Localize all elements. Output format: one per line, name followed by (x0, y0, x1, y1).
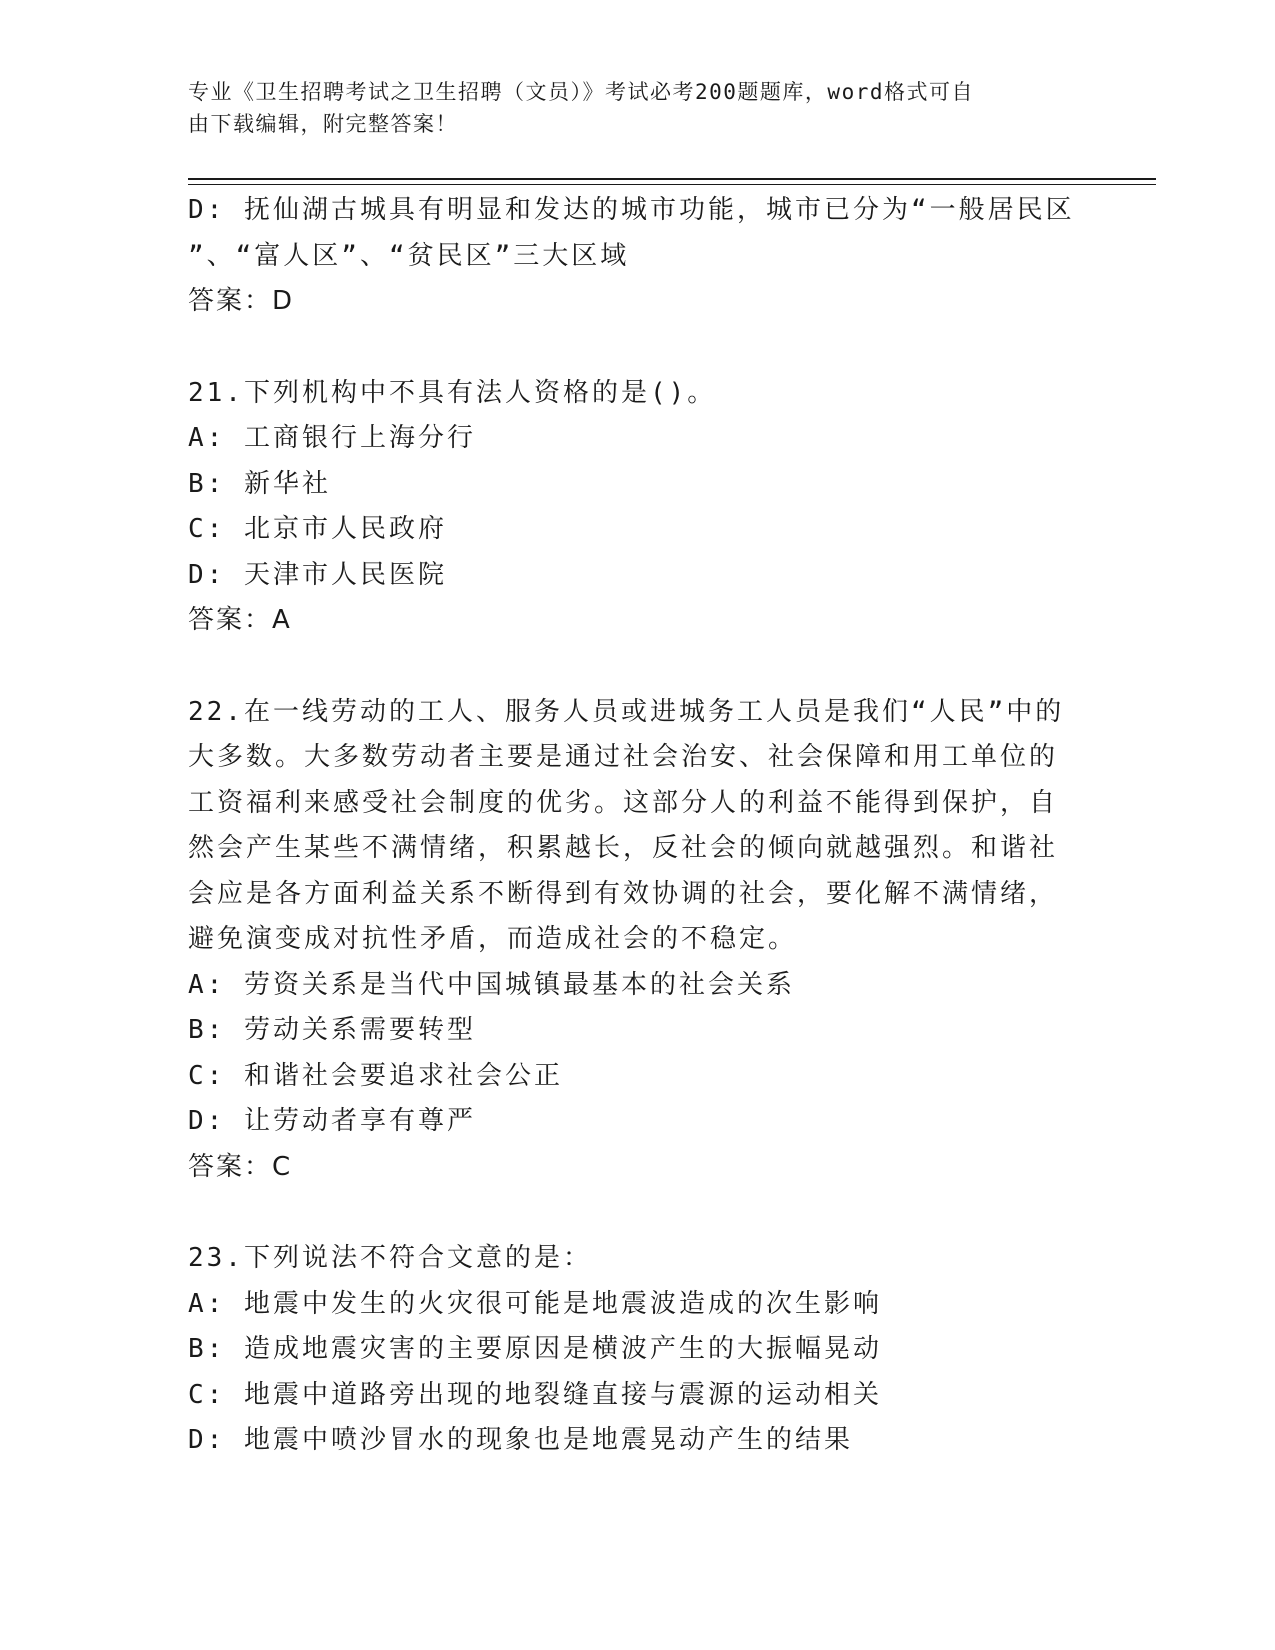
answer: 答案：D (188, 286, 295, 316)
option-d: D: 地震中喷沙冒水的现象也是地震晃动产生的结果 (188, 1425, 853, 1455)
option-d-continued: ”、“富人区”、“贫民区”三大区域 (188, 240, 630, 271)
question-23 (188, 1236, 1088, 1464)
option-d: D: 天津市人民医院 (188, 559, 447, 590)
question-stem: 23.下列说法不符合文意的是： (188, 1243, 592, 1273)
spacer (188, 325, 1088, 371)
header-divider-thick (188, 178, 1156, 180)
question-stem: 21.下列机构中不具有法人资格的是()。 (188, 377, 717, 408)
option-d: D: 让劳动者享有尊严 (188, 1106, 476, 1136)
answer: 答案：C (188, 1151, 293, 1182)
question-stem-line-2: 大多数。大多数劳动者主要是通过社会治安、社会保障和用工单位的 (188, 742, 1059, 772)
option-a: A: 工商银行上海分行 (188, 423, 476, 453)
option-b: B: 劳动关系需要转型 (188, 1015, 476, 1045)
question-stem-line-1: 22.在一线劳动的工人、服务人员或进城务工人员是我们“人民”中的 (188, 696, 1065, 727)
answer: 答案：A (188, 605, 292, 635)
option-c: C: 和谐社会要追求社会公正 (188, 1060, 563, 1091)
option-b: B: 新华社 (188, 468, 331, 499)
question-stem-line-6: 避免演变成对抗性矛盾，而造成社会的不稳定。 (188, 924, 798, 954)
question-22 (188, 690, 1088, 1191)
question-stem-line-5: 会应是各方面利益关系不断得到有效协调的社会，要化解不满情绪， (188, 878, 1059, 909)
option-c: C: 北京市人民政府 (188, 514, 447, 544)
document-header (188, 76, 1088, 140)
option-d: D: 抚仙湖古城具有明显和发达的城市功能，城市已分为“一般居民区 (188, 195, 1075, 225)
spacer (188, 1190, 1088, 1236)
question-stem-line-4: 然会产生某些不满情绪，积累越长，反社会的倾向就越强烈。和谐社 (188, 833, 1059, 863)
option-a: A: 地震中发生的火灾很可能是地震波造成的次生影响 (188, 1288, 882, 1319)
option-b: B: 造成地震灾害的主要原因是横波产生的大振幅晃动 (188, 1334, 882, 1364)
question-21 (188, 371, 1088, 644)
question-20-tail (188, 188, 1088, 325)
question-stem-line-3: 工资福利来感受社会制度的优劣。这部分人的利益不能得到保护，自 (188, 787, 1059, 818)
header-line-2: 由下载编辑，附完整答案！ (188, 112, 458, 136)
question-list (188, 188, 1088, 1464)
spacer (188, 644, 1088, 690)
header-divider-thin (188, 184, 1156, 185)
option-c: C: 地震中道路旁出现的地裂缝直接与震源的运动相关 (188, 1379, 882, 1410)
option-a: A: 劳资关系是当代中国城镇最基本的社会关系 (188, 969, 795, 1000)
header-line-1: 专业《卫生招聘考试之卫生招聘（文员）》考试必考200题题库，word格式可自 (188, 80, 974, 104)
